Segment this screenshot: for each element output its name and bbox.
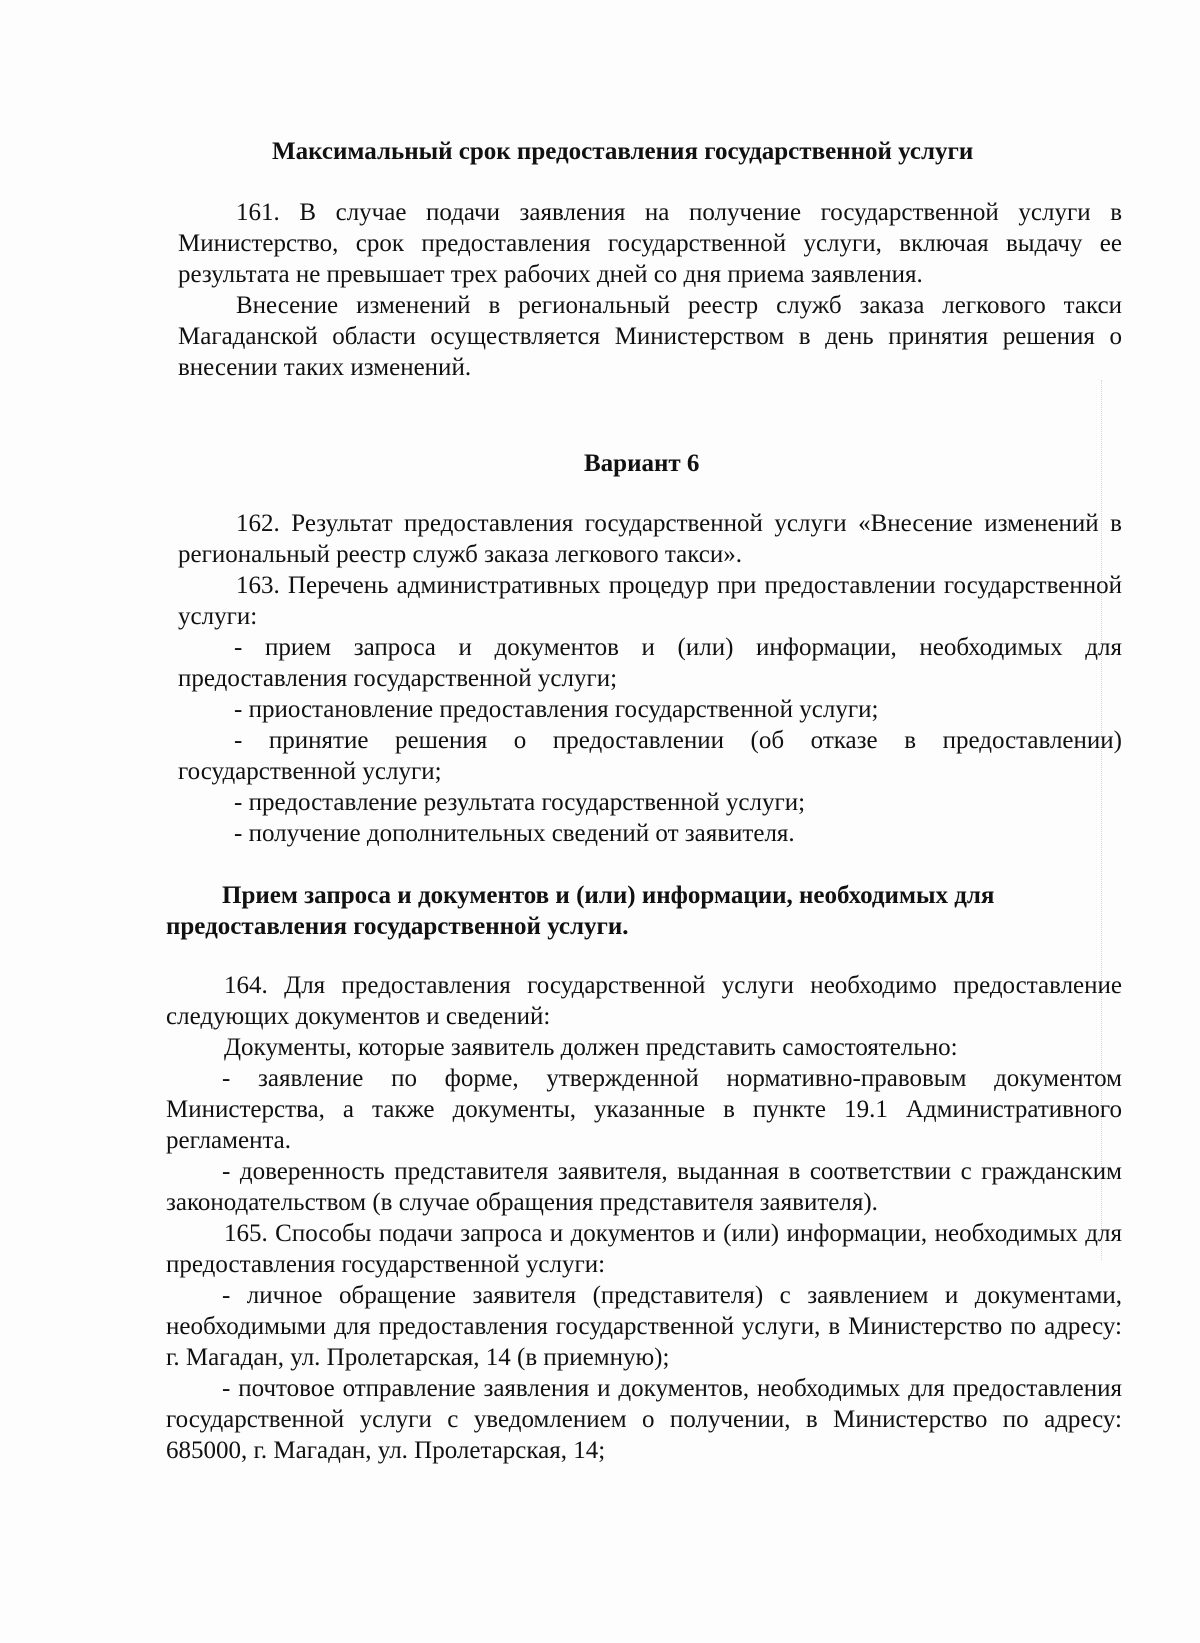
list-item: - приостановление предоставления государственной услуги;	[234, 696, 879, 723]
paragraph-161: 161. В случае подачи заявления на получение государственной услуги в Министерство, срок предоставления государственной услуги, включая выдачу ее результата не превышает трех рабочих дней со дня приема заявления.	[178, 199, 1122, 288]
section-161	[178, 197, 1122, 383]
section-162-163	[178, 508, 1122, 849]
list-item: - почтовое отправление заявления и документов, необходимых для предоставления государственной услуги с уведомлением о получении, в Министерство по адресу: 685000, г. Магадан, ул. Пролетарская, 14;	[166, 1375, 1122, 1464]
list-item: - получение дополнительных сведений от заявителя.	[234, 820, 795, 847]
list-item: - прием запроса и документов и (или) информации, необходимых для предоставления государственной услуги;	[178, 634, 1122, 692]
section-heading-max-term: Максимальный срок предоставления государственной услуги	[272, 138, 974, 165]
paragraph-161-b: Внесение изменений в региональный реестр служб заказа легкового такси Магаданской области осуществляется Министерством в день принятия решения о внесении таких изменений.	[178, 292, 1122, 381]
list-item: - личное обращение заявителя (представителя) с заявлением и документами, необходимыми для предоставления государственной услуги, в Министерство по адресу: г. Магадан, ул. Пролетарская, 14 (в приемную);	[166, 1282, 1122, 1371]
section-164-165	[166, 970, 1122, 1466]
list-item: - доверенность представителя заявителя, выданная в соответствии с гражданским законодательством (в случае обращения представителя заявителя).	[166, 1158, 1122, 1216]
section-heading-reception-line1: Прием запроса и документов и (или) информации, необходимых для	[222, 882, 995, 909]
section-heading-reception-line2: предоставления государственной услуги.	[166, 913, 629, 940]
paragraph-164: 164. Для предоставления государственной услуги необходимо предоставление следующих документов и сведений:	[166, 972, 1122, 1030]
section-heading-variant: Вариант 6	[584, 450, 700, 477]
paragraph-162: 162. Результат предоставления государственной услуги «Внесение изменений в региональный реестр служб заказа легкового такси».	[178, 510, 1122, 568]
paragraph-165: 165. Способы подачи запроса и документов и (или) информации, необходимых для предоставления государственной услуги:	[166, 1220, 1122, 1278]
list-item: - принятие решения о предоставлении (об отказе в предоставлении) государственной услуги;	[178, 727, 1122, 785]
list-item: - заявление по форме, утвержденной нормативно-правовым документом Министерства, а также документы, указанные в пункте 19.1 Административного регламента.	[166, 1065, 1122, 1154]
paragraph-163: 163. Перечень административных процедур при предоставлении государственной услуги:	[178, 572, 1122, 630]
list-item: - предоставление результата государственной услуги;	[234, 789, 806, 816]
paragraph-164-b: Документы, которые заявитель должен представить самостоятельно:	[224, 1034, 958, 1061]
